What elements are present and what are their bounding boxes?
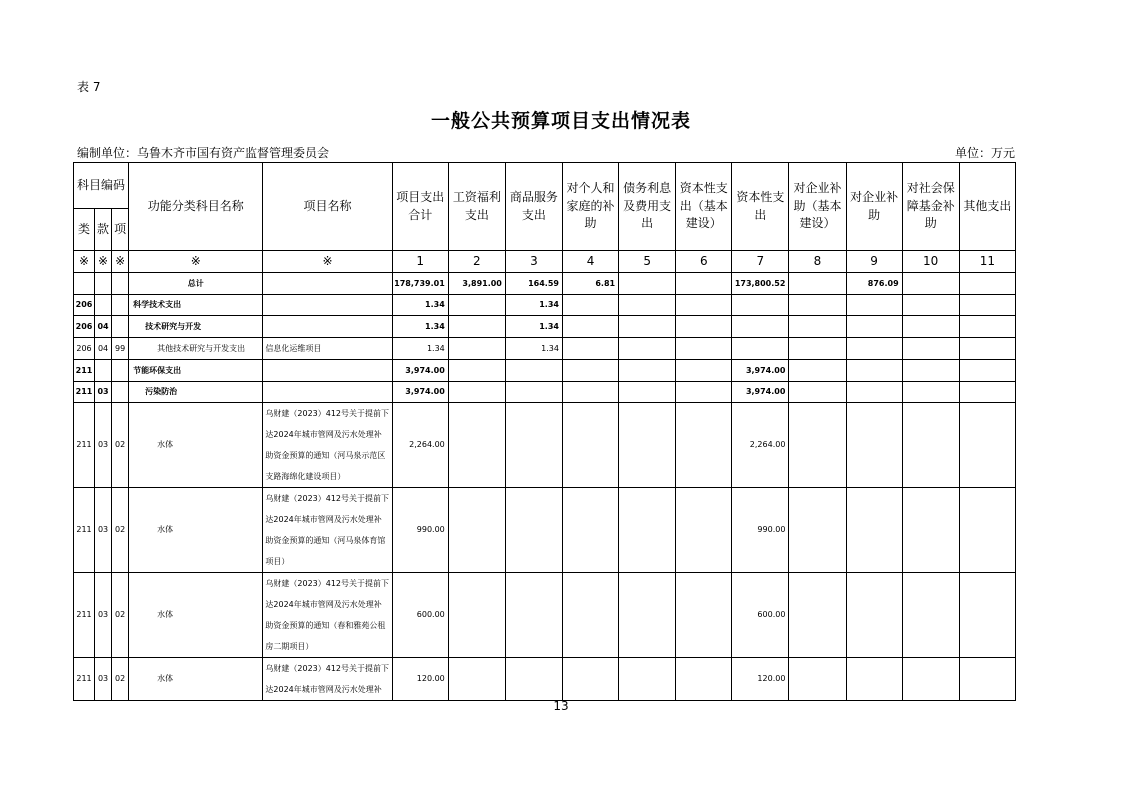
amount-social [902,573,959,658]
header-capital-build: 资本性支出（基本建设） [676,163,732,251]
project-name [263,360,392,382]
amount-salary [448,488,505,573]
amount-total: 1.34 [392,316,448,338]
amount-capital: 990.00 [732,488,789,573]
code-xiang: 02 [112,658,129,701]
header-social: 对社会保障基金补助 [902,163,959,251]
index-number: 2 [448,251,505,273]
index-number: 1 [392,251,448,273]
project-name: 信息化运维项目 [263,338,392,360]
amount-social [902,316,959,338]
header-debt: 债务利息及费用支出 [619,163,676,251]
code-lei: 211 [74,488,95,573]
code-kuan: 04 [95,338,112,360]
code-lei: 211 [74,403,95,488]
function-name: 水体 [129,403,263,488]
budget-table [73,162,1016,701]
index-row [74,251,1016,273]
amount-ent [846,360,902,382]
amount-ent [846,316,902,338]
amount-goods [505,573,562,658]
code-lei: 206 [74,295,95,316]
function-name: 节能环保支出 [129,360,263,382]
amount-ent_build [789,273,846,295]
code-lei [74,273,95,295]
amount-ent_build [789,295,846,316]
amount-capital_build [676,403,732,488]
index-mark: ※ [95,251,112,273]
header-func-name: 功能分类科目名称 [129,163,263,251]
amount-goods [505,360,562,382]
index-number: 11 [959,251,1015,273]
code-kuan: 03 [95,573,112,658]
header-capital: 资本性支出 [732,163,789,251]
amount-capital: 3,974.00 [732,360,789,382]
function-name: 污染防治 [129,382,263,403]
header-personal: 对个人和家庭的补助 [562,163,618,251]
page-number: 13 [553,699,569,713]
project-name: 乌财建（2023）412号关于提前下达2024年城市管网及污水处理补助资金预算的通知（河马泉示范区支路海绵化建设项目） [263,403,392,488]
header-other: 其他支出 [959,163,1015,251]
amount-other [959,316,1015,338]
index-mark: ※ [112,251,129,273]
index-number: 6 [676,251,732,273]
amount-total: 1.34 [392,295,448,316]
code-kuan [95,360,112,382]
code-xiang [112,382,129,403]
project-name [263,382,392,403]
amount-total: 600.00 [392,573,448,658]
header-kuan: 款 [95,209,112,251]
amount-personal [562,360,618,382]
index-number: 3 [505,251,562,273]
code-lei: 206 [74,338,95,360]
code-xiang: 02 [112,403,129,488]
amount-personal [562,488,618,573]
header-ent-build: 对企业补助（基本建设） [789,163,846,251]
function-name: 水体 [129,658,263,701]
amount-ent_build [789,403,846,488]
amount-other [959,403,1015,488]
amount-ent: 876.09 [846,273,902,295]
index-number: 10 [902,251,959,273]
index-number: 5 [619,251,676,273]
amount-salary [448,316,505,338]
amount-other [959,658,1015,701]
index-number: 8 [789,251,846,273]
header-goods: 商品服务支出 [505,163,562,251]
amount-capital: 600.00 [732,573,789,658]
amount-social [902,658,959,701]
amount-capital_build [676,316,732,338]
header-lei: 类 [74,209,95,251]
code-xiang [112,316,129,338]
code-kuan: 03 [95,658,112,701]
amount-other [959,273,1015,295]
code-xiang [112,360,129,382]
amount-debt [619,360,676,382]
code-kuan: 03 [95,403,112,488]
project-name: 乌财建（2023）412号关于提前下达2024年城市管网及污水处理补助资金预算的通知（河马泉体育馆项目） [263,488,392,573]
preparing-unit: 编制单位：乌鲁木齐市国有资产监督管理委员会 [77,146,330,160]
code-kuan [95,295,112,316]
amount-debt [619,273,676,295]
code-lei: 211 [74,360,95,382]
amount-other [959,360,1015,382]
amount-capital: 3,974.00 [732,382,789,403]
amount-personal [562,382,618,403]
table-row [74,273,1016,295]
code-kuan: 03 [95,488,112,573]
amount-debt [619,573,676,658]
amount-total: 3,974.00 [392,382,448,403]
code-kuan: 03 [95,382,112,403]
amount-social [902,273,959,295]
header-proj-name: 项目名称 [263,163,392,251]
page-title: 一般公共预算项目支出情况表 [430,110,691,132]
table-row [74,382,1016,403]
amount-salary [448,338,505,360]
index-mark: ※ [74,251,95,273]
amount-capital_build [676,273,732,295]
code-xiang: 02 [112,573,129,658]
amount-personal [562,338,618,360]
code-lei: 206 [74,316,95,338]
amount-debt [619,295,676,316]
amount-salary [448,295,505,316]
amount-ent [846,573,902,658]
code-lei: 211 [74,573,95,658]
amount-goods: 1.34 [505,295,562,316]
code-kuan [95,273,112,295]
amount-social [902,488,959,573]
table-row [74,360,1016,382]
table-row [74,573,1016,658]
amount-ent [846,488,902,573]
amount-total: 120.00 [392,658,448,701]
amount-goods [505,658,562,701]
amount-other [959,295,1015,316]
index-number: 4 [562,251,618,273]
amount-ent [846,658,902,701]
amount-debt [619,403,676,488]
table-row [74,488,1016,573]
project-name: 乌财建（2023）412号关于提前下达2024年城市管网及污水处理补 [263,658,392,701]
amount-capital_build [676,658,732,701]
amount-capital [732,338,789,360]
amount-ent_build [789,338,846,360]
amount-debt [619,488,676,573]
code-xiang [112,273,129,295]
project-name [263,273,392,295]
amount-other [959,488,1015,573]
amount-personal [562,573,618,658]
code-kuan: 04 [95,316,112,338]
amount-total: 2,264.00 [392,403,448,488]
header-total: 项目支出合计 [392,163,448,251]
amount-goods [505,382,562,403]
amount-goods [505,488,562,573]
project-name: 乌财建（2023）412号关于提前下达2024年城市管网及污水处理补助资金预算的通知（春和雅苑公租房二期项目） [263,573,392,658]
amount-total: 3,974.00 [392,360,448,382]
header-salary: 工资福利支出 [448,163,505,251]
amount-capital_build [676,295,732,316]
table-row [74,658,1016,701]
amount-personal [562,316,618,338]
amount-social [902,338,959,360]
amount-ent [846,382,902,403]
table-row [74,403,1016,488]
amount-social [902,360,959,382]
code-lei: 211 [74,658,95,701]
project-name [263,316,392,338]
header-code-group: 科目编码 [74,163,129,209]
amount-capital_build [676,338,732,360]
amount-ent [846,295,902,316]
function-name: 水体 [129,488,263,573]
function-name: 科学技术支出 [129,295,263,316]
amount-social [902,295,959,316]
table-row [74,295,1016,316]
amount-capital_build [676,573,732,658]
amount-debt [619,338,676,360]
function-name: 水体 [129,573,263,658]
amount-social [902,382,959,403]
table-row [74,316,1016,338]
index-number: 7 [732,251,789,273]
code-xiang: 99 [112,338,129,360]
amount-total: 990.00 [392,488,448,573]
amount-social [902,403,959,488]
code-xiang: 02 [112,488,129,573]
project-name [263,295,392,316]
amount-salary [448,403,505,488]
function-name: 总计 [129,273,263,295]
amount-goods: 1.34 [505,338,562,360]
amount-capital [732,295,789,316]
amount-other [959,338,1015,360]
index-mark: ※ [129,251,263,273]
amount-salary: 3,891.00 [448,273,505,295]
amount-ent_build [789,360,846,382]
amount-personal [562,658,618,701]
amount-ent_build [789,316,846,338]
function-name: 其他技术研究与开发支出 [129,338,263,360]
amount-ent [846,338,902,360]
index-number: 9 [846,251,902,273]
amount-total: 178,739.01 [392,273,448,295]
amount-personal: 6.81 [562,273,618,295]
amount-ent_build [789,573,846,658]
amount-total: 1.34 [392,338,448,360]
currency-unit: 单位：万元 [955,146,1016,160]
amount-other [959,573,1015,658]
amount-salary [448,382,505,403]
amount-capital_build [676,360,732,382]
header-xiang: 项 [112,209,129,251]
amount-ent_build [789,382,846,403]
amount-ent_build [789,488,846,573]
amount-personal [562,403,618,488]
code-xiang [112,295,129,316]
code-lei: 211 [74,382,95,403]
amount-other [959,382,1015,403]
amount-goods [505,403,562,488]
amount-ent [846,403,902,488]
header-ent: 对企业补助 [846,163,902,251]
amount-capital: 2,264.00 [732,403,789,488]
amount-debt [619,316,676,338]
amount-salary [448,658,505,701]
amount-goods: 164.59 [505,273,562,295]
amount-personal [562,295,618,316]
amount-salary [448,360,505,382]
amount-capital: 120.00 [732,658,789,701]
table-row [74,338,1016,360]
amount-capital [732,316,789,338]
amount-capital_build [676,488,732,573]
amount-capital_build [676,382,732,403]
amount-salary [448,573,505,658]
amount-ent_build [789,658,846,701]
table-number: 表 7 [77,80,101,94]
function-name: 技术研究与开发 [129,316,263,338]
amount-capital: 173,800.52 [732,273,789,295]
index-mark: ※ [263,251,392,273]
amount-debt [619,382,676,403]
amount-debt [619,658,676,701]
amount-goods: 1.34 [505,316,562,338]
